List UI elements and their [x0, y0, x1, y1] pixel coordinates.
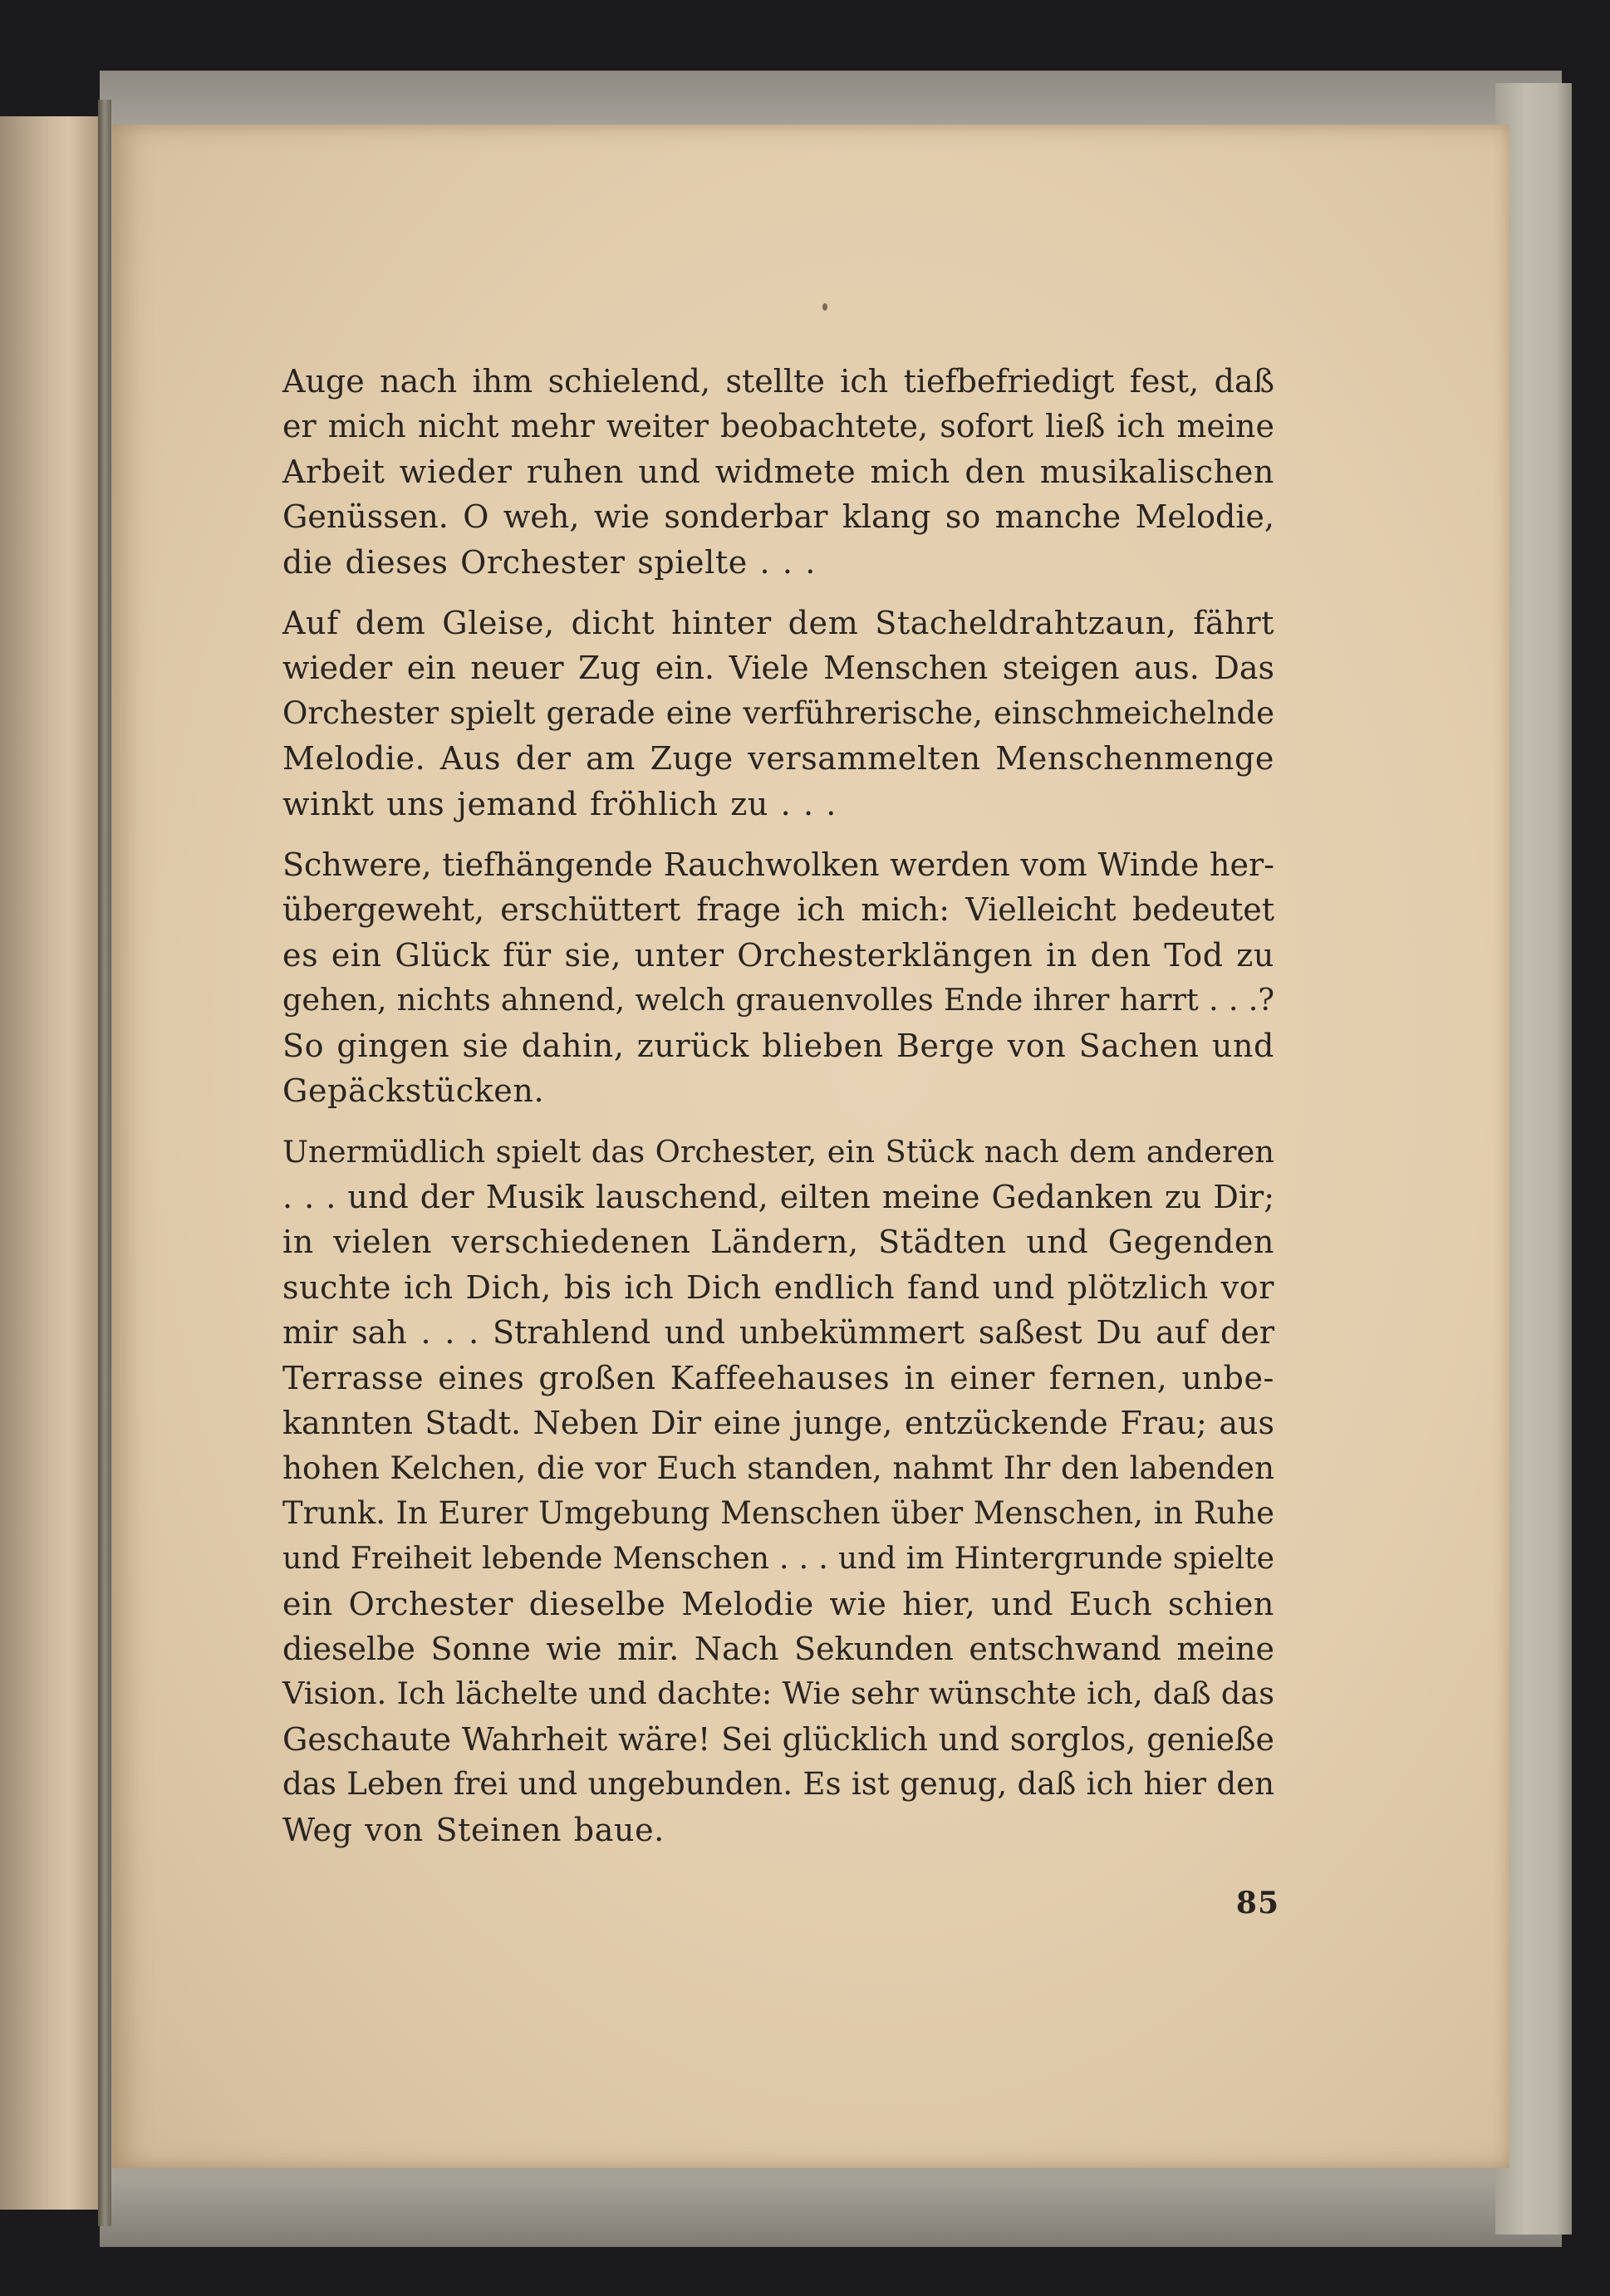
paragraph [282, 601, 1274, 827]
page-number: 85 [1235, 1886, 1279, 1921]
text-line: das Leben frei und ungebunden. Es ist genug, daß ich hier den [282, 1766, 1274, 1803]
text-line: Terrasse eines großen Kaffeehauses in einer fernen, unbe- [282, 1359, 1274, 1396]
text-line: gehen, nichts ahnend, welch grauenvolles Ende ihrer harrt . . .? [282, 982, 1274, 1018]
text-line: ein Orchester dieselbe Melodie wie hier, und Euch schien [282, 1585, 1274, 1622]
text-line: Auf dem Gleise, dicht hinter dem Stacheldrahtzaun, fährt [282, 605, 1274, 642]
text-line: Genüssen. O weh, wie sonderbar klang so manche Melodie, [282, 498, 1274, 536]
text-line: Geschaute Wahrheit wäre! Sei glücklich und sorglos, genieße [282, 1720, 1274, 1758]
paragraph [282, 1130, 1274, 1853]
paragraph [282, 842, 1274, 1113]
text-line: . . . und der Musik lauschend, eilten meine Gedanken zu Dir; [282, 1178, 1274, 1215]
paper-speck [822, 303, 827, 311]
text-line: Arbeit wieder ruhen und widmete mich den musikalischen [282, 453, 1274, 490]
text-line: suchte ich Dich, bis ich Dich endlich fand und plötzlich vor [282, 1268, 1274, 1306]
text-line: in vielen verschiedenen Ländern, Städten und Gegenden [282, 1224, 1274, 1261]
text-line: winkt uns jemand fröhlich zu . . . [282, 785, 837, 822]
text-line: Gepäckstücken. [282, 1072, 545, 1110]
text-line: die dieses Orchester spielte . . . [282, 543, 816, 581]
page-gutter [98, 100, 111, 2226]
text-line: und Freiheit lebende Menschen . . . und im Hintergrunde spielte [282, 1540, 1274, 1577]
text-line: So gingen sie dahin, zurück blieben Berge von Sachen und [282, 1027, 1274, 1064]
text-line: es ein Glück für sie, unter Orchesterklängen in den Tod zu [282, 936, 1274, 974]
paragraph [282, 359, 1274, 585]
text-line: wieder ein neuer Zug ein. Viele Menschen steigen aus. Das [282, 650, 1274, 687]
text-line: Trunk. In Eurer Umgebung Menschen über Menschen, in Ruhe [282, 1494, 1274, 1531]
body-text [282, 359, 1274, 1868]
text-line: Melodie. Aus der am Zuge versammelten Menschenmenge [282, 740, 1274, 778]
text-line: mir sah . . . Strahlend und unbekümmert saßest Du auf der [282, 1314, 1274, 1352]
text-line: übergeweht, erschüttert frage ich mich: Vielleicht bedeutet [282, 891, 1274, 929]
text-line: dieselbe Sonne wie mir. Nach Sekunden entschwand meine [282, 1630, 1274, 1667]
text-line: er mich nicht mehr weiter beobachtete, sofort ließ ich meine [282, 408, 1274, 445]
text-line: kannten Stadt. Neben Dir eine junge, entzückende Frau; aus [282, 1404, 1274, 1441]
text-line: Orchester spielt gerade eine verführerische, einschmeichelnde [282, 694, 1274, 731]
text-line: Unermüdlich spielt das Orchester, ein Stück nach dem anderen [282, 1133, 1274, 1170]
previous-page-edge [0, 116, 98, 2210]
text-line: Schwere, tiefhängende Rauchwolken werden vom Winde her- [282, 846, 1274, 884]
text-line: Vision. Ich lächelte und dachte: Wie sehr wünschte ich, daß das [282, 1675, 1274, 1712]
text-line: hohen Kelchen, die vor Euch standen, nahmt Ihr den labenden [282, 1450, 1274, 1487]
text-line: Weg von Steinen baue. [282, 1811, 665, 1848]
text-line: Auge nach ihm schielend, stellte ich tiefbefriedigt fest, daß [282, 363, 1274, 400]
